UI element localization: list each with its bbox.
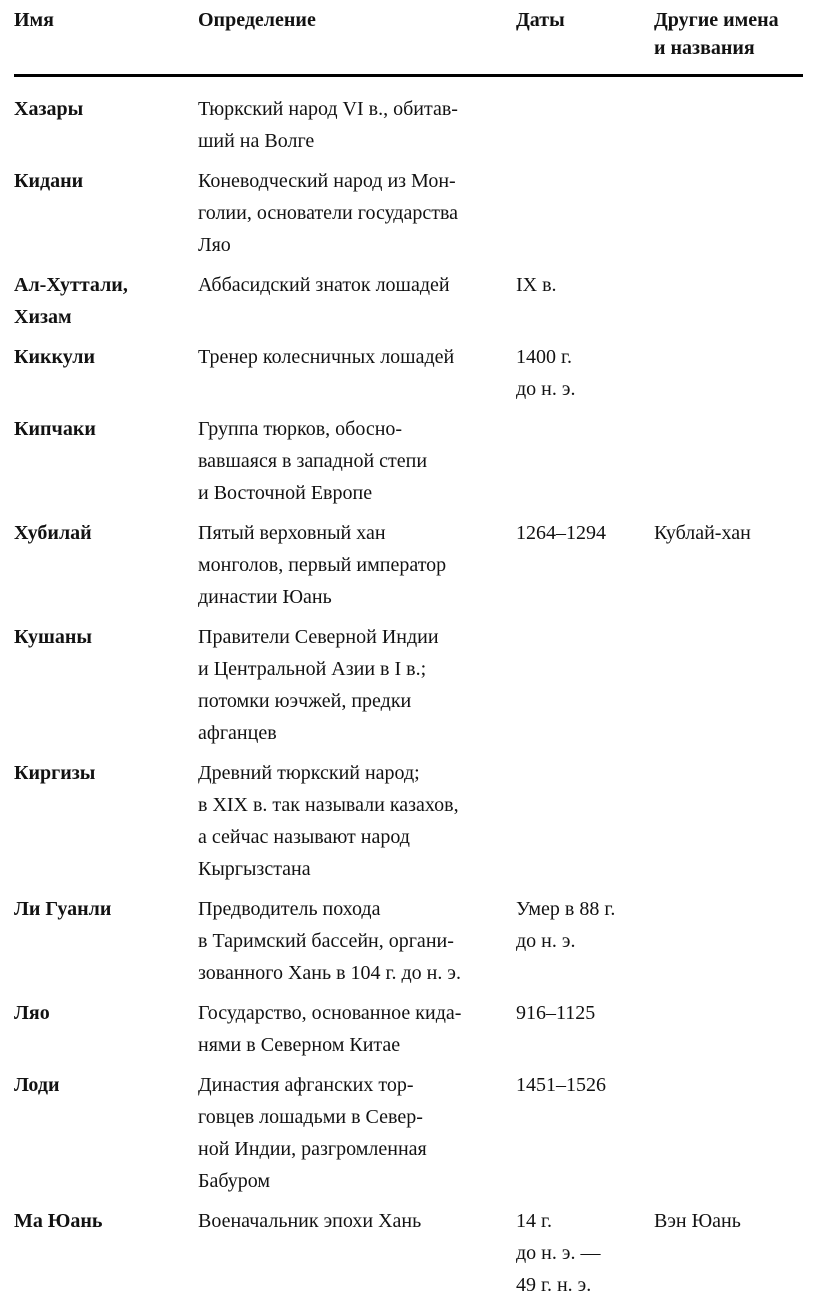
glossary-table — [14, 6, 803, 1301]
table-row — [14, 269, 803, 333]
row-name: Ал-Хуттали, Хизам — [14, 274, 128, 328]
row-definition: Военачальник эпохи Хань — [198, 1210, 422, 1232]
table-row — [14, 621, 803, 749]
row-name: Кушаны — [14, 626, 93, 648]
row-name: Ли Гуанли — [14, 898, 112, 920]
table-row — [14, 341, 803, 405]
row-definition: Древний тюркский народ; в XIX в. так называли казахов, а сейчас называют народ Кыргызстана — [198, 762, 459, 880]
table-row — [14, 165, 803, 261]
row-definition: Династия афганских тор- говцев лошадьми в Север- ной Индии, разгромленная Бабуром — [198, 1074, 427, 1192]
row-name: Хубилай — [14, 522, 92, 544]
table-row — [14, 893, 803, 989]
table-row — [14, 517, 803, 613]
row-name: Кидани — [14, 170, 84, 192]
table-row — [14, 93, 803, 157]
row-definition: Государство, основанное кида- нями в Северном Китае — [198, 1002, 462, 1056]
row-definition: Предводитель похода в Таримский бассейн, органи- зованного Хань в 104 г. до н. э. — [198, 898, 461, 984]
row-name: Киргизы — [14, 762, 96, 784]
row-definition: Аббасидский знаток лошадей — [198, 274, 450, 296]
row-dates: IX в. — [516, 274, 557, 296]
header-name: Имя — [14, 9, 54, 31]
row-definition: Правители Северной Индии и Центральной Азии в I в.; потомки юэчжей, предки афганцев — [198, 626, 439, 744]
header-dates: Даты — [516, 9, 565, 31]
row-definition: Группа тюрков, обосно- вавшаяся в западной степи и Восточной Европе — [198, 418, 428, 504]
row-other: Вэн Юань — [654, 1210, 741, 1232]
row-definition: Тренер колесничных лошадей — [198, 346, 455, 368]
row-name: Ма Юань — [14, 1210, 103, 1232]
row-definition: Пятый верховный хан монголов, первый император династии Юань — [198, 522, 447, 608]
row-dates: 1400 г. до н. э. — [516, 346, 576, 400]
row-dates: Умер в 88 г. до н. э. — [516, 898, 616, 952]
row-other: Кублай-хан — [654, 522, 751, 544]
table-row — [14, 997, 803, 1061]
row-name: Лоди — [14, 1074, 60, 1096]
table-row — [14, 757, 803, 885]
row-name: Кипчаки — [14, 418, 96, 440]
table-row — [14, 1205, 803, 1301]
row-name: Киккули — [14, 346, 96, 368]
row-definition: Тюркский народ VI в., обитав- ший на Волге — [198, 98, 458, 152]
row-dates: 1264–1294 — [516, 522, 606, 544]
row-name: Ляо — [14, 1002, 50, 1024]
header-other: Другие имена и названия — [654, 9, 779, 59]
row-dates: 1451–1526 — [516, 1074, 606, 1096]
row-definition: Коневодческий народ из Мон- голии, основатели государства Ляо — [198, 170, 459, 256]
row-dates: 14 г. до н. э. — 49 г. н. э. — [516, 1210, 601, 1296]
table-row — [14, 1069, 803, 1197]
header-row — [14, 6, 803, 77]
row-name: Хазары — [14, 98, 84, 120]
header-definition: Определение — [198, 9, 316, 31]
table-row — [14, 413, 803, 509]
row-dates: 916–1125 — [516, 1002, 596, 1024]
